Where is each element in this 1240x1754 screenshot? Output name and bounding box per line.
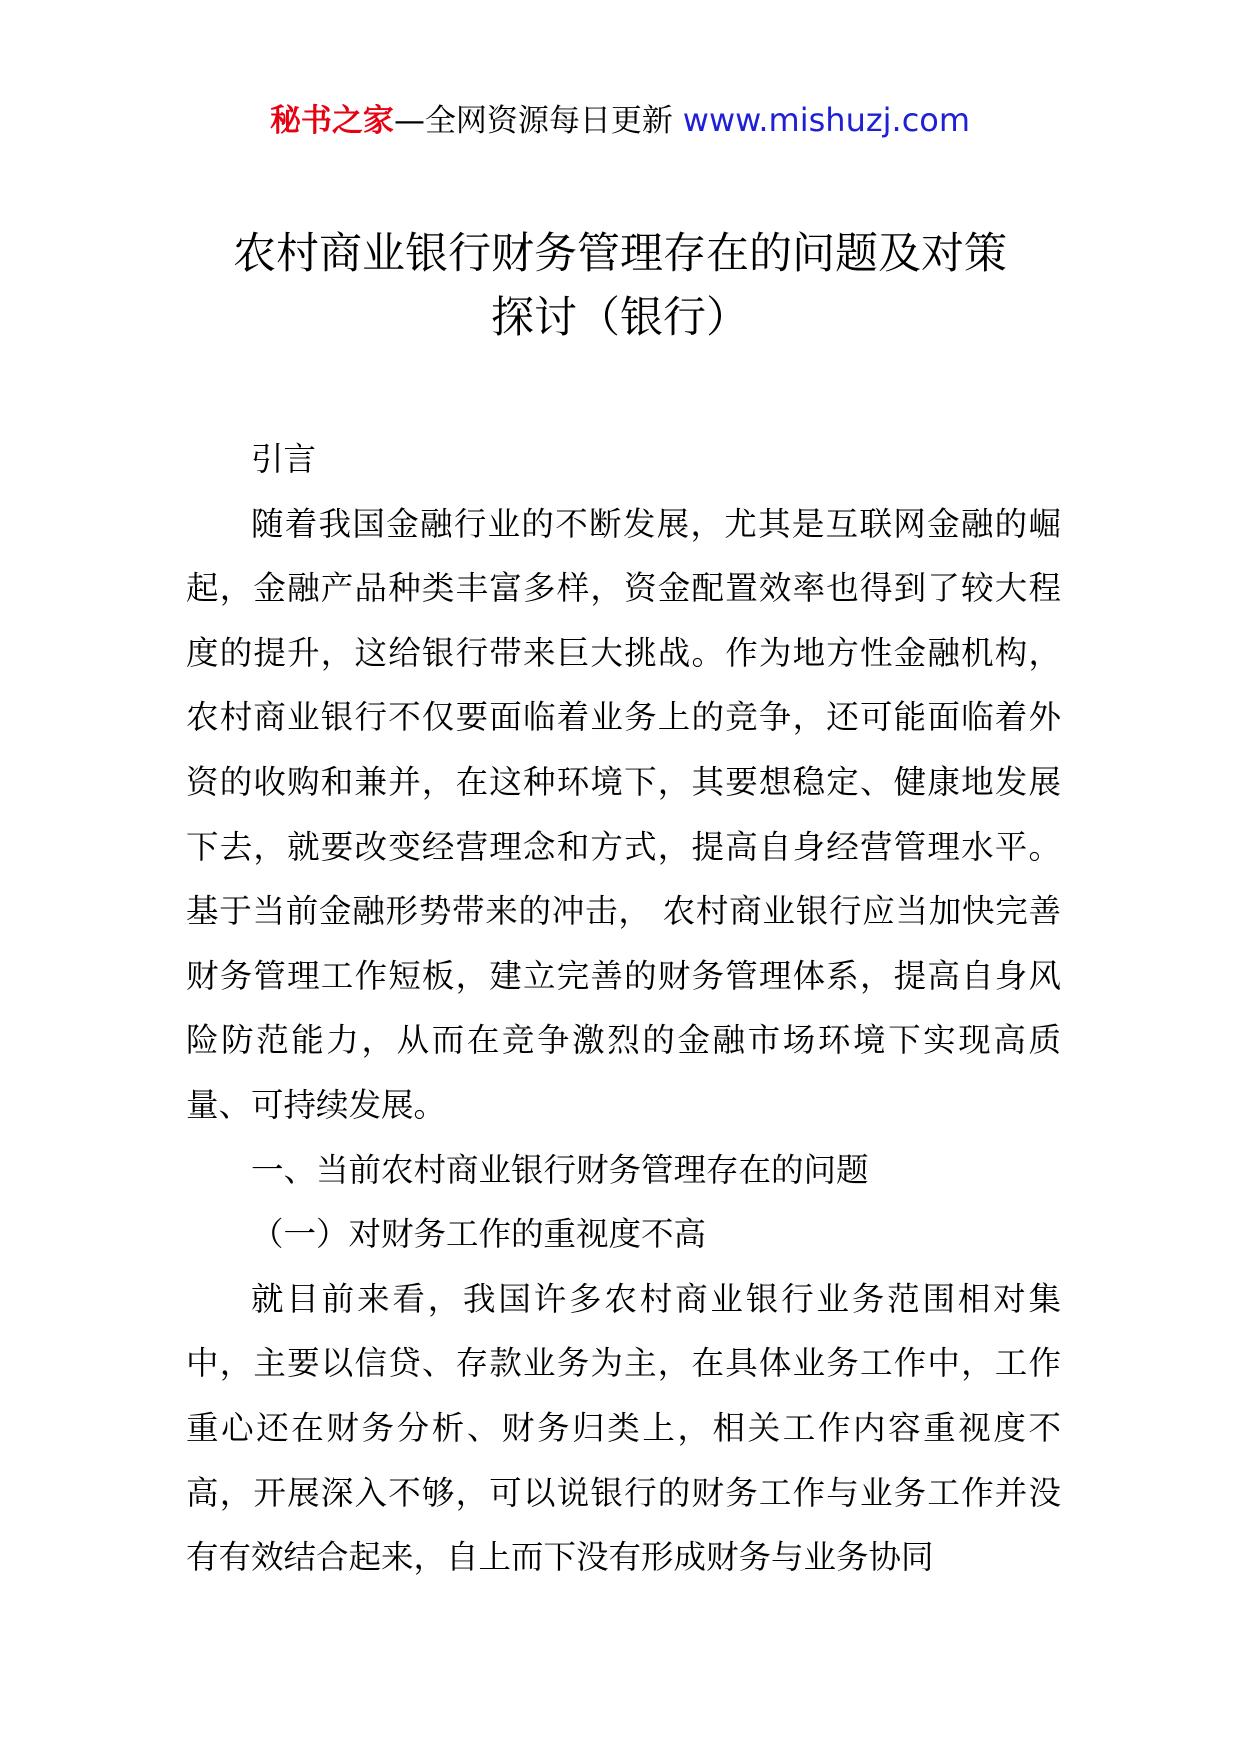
paragraph-intro: 随着我国金融行业的不断发展，尤其是互联网金融的崛起，金融产品种类丰富多样，资金配置效率也得到了较大程度的提升，这给银行带来巨大挑战。作为地方性金融机构，农村商业银行不仅要面临着业务上的竞争，还可能面临着外资的收购和兼并，在这种环境下，其要想稳定、健康地发展下去，就要改变经营理念和方式，提高自身经营管理水平。基于当前金融形势带来的冲击， 农村商业银行应当加快完善财务管理工作短板，建立完善的财务管理体系，提高自身风险防范能力，从而在竞争激烈的金融市场环境下实现高质量、可持续发展。 [186, 504, 1061, 1124]
document-title [150, 222, 1090, 350]
title-line-1: 农村商业银行财务管理存在的问题及对策 [233, 229, 1007, 279]
paragraph-1-1: 就目前来看，我国许多农村商业银行业务范围相对集中，主要以信贷、存款业务为主，在具体业务工作中，工作重心还在财务分析、财务归类上，相关工作内容重视度不高，开展深入不够，可以说银行的财务工作与业务工作并没有有效结合起来，自上而下没有形成财务与业务协同 [186, 1279, 1061, 1577]
section-heading-intro: 引言 [251, 440, 317, 478]
document-body [186, 427, 1061, 1590]
brand-name: 秘书之家 [269, 103, 394, 139]
title-line-2: 探讨（银行） [491, 293, 749, 343]
section-heading-1: 一、当前农村商业银行财务管理存在的问题 [251, 1150, 869, 1189]
site-url[interactable]: www.mishuzj.com [682, 101, 971, 139]
subsection-heading-1-1: （一）对财务工作的重视度不高 [251, 1215, 707, 1254]
header-slogan: —全网资源每日更新 [393, 103, 683, 139]
site-header [0, 98, 1240, 143]
